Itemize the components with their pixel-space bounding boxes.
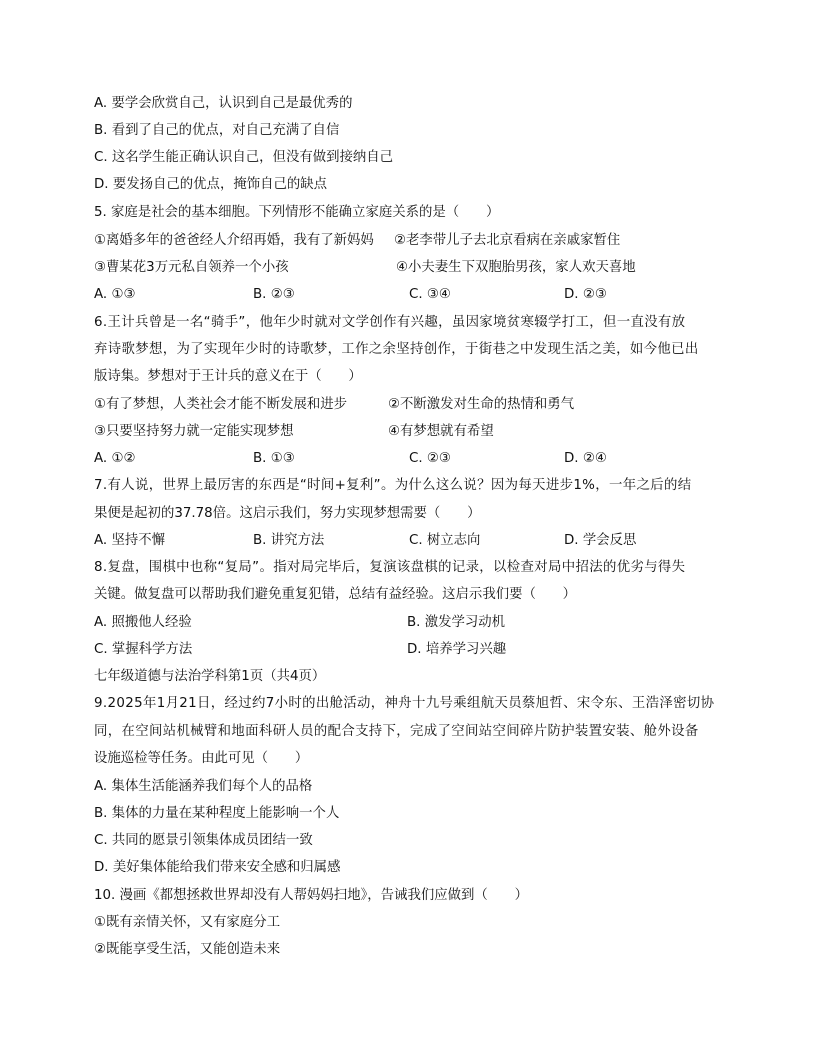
q5-option-a: A. ①③	[94, 287, 136, 302]
q5-option-b: B. ②③	[253, 287, 295, 302]
q4-option-a: A. 要学会欣赏自己，认识到自己是最优秀的	[94, 96, 353, 111]
q6-stem-line-1: 6.王计兵曾是一名“骑手”，他年少时就对文学创作有兴趣，虽因家境贫寒辍学打工，但一直没有放	[94, 315, 686, 330]
q9-stem-line-2: 同，在空间站机械臂和地面科研人员的配合支持下，完成了空间站空间碎片防护装置安装、舱外设备	[94, 724, 699, 739]
q9-option-c: C. 共同的愿景引领集体成员团结一致	[94, 833, 313, 848]
q5-stem: 5. 家庭是社会的基本细胞。下列情形不能确立家庭关系的是（ ）	[94, 205, 500, 220]
q5-item-2: ②老李带儿子去北京看病在亲戚家暂住	[394, 233, 621, 248]
q8-stem-line-2: 关键。做复盘可以帮助我们避免重复犯错，总结有益经验。这启示我们要（ ）	[94, 587, 577, 602]
q5-option-d: D. ②③	[564, 287, 607, 302]
q8-option-c: C. 掌握科学方法	[94, 642, 193, 657]
q7-option-a: A. 坚持不懈	[94, 533, 165, 548]
q4-option-c: C. 这名学生能正确认识自己，但没有做到接纳自己	[94, 150, 394, 165]
q6-options	[94, 449, 734, 468]
q6-option-d: D. ②④	[564, 451, 607, 466]
q7-stem-line-2: 果便是起初的37.78倍。这启示我们，努力实现梦想需要（ ）	[94, 506, 481, 521]
q5-items-row-2	[94, 258, 734, 277]
q9-stem-line-1: 9.2025年1月21日，经过约7小时的出舱活动，神舟十九号乘组航天员蔡旭哲、宋令东、王浩泽密切协	[94, 696, 715, 711]
q8-options-row-2	[94, 640, 734, 659]
q6-option-b: B. ①③	[253, 451, 295, 466]
q9-option-b: B. 集体的力量在某种程度上能影响一个人	[94, 806, 340, 821]
q8-option-d: D. 培养学习兴趣	[407, 642, 507, 657]
q7-option-c: C. 树立志向	[409, 533, 481, 548]
q6-stem-line-3: 版诗集。梦想对于王计兵的意义在于（ ）	[94, 369, 362, 384]
q5-item-1: ①离婚多年的爸爸经人介绍再婚，我有了新妈妈	[94, 233, 374, 248]
q7-options	[94, 531, 734, 550]
q6-stem-line-2: 弃诗歌梦想，为了实现年少时的诗歌梦，工作之余坚持创作，于街巷之中发现生活之美，如今他已出	[94, 342, 699, 357]
q4-option-b: B. 看到了自己的优点，对自己充满了自信	[94, 123, 340, 138]
q10-item-1: ①既有亲情关怀，又有家庭分工	[94, 915, 281, 930]
q6-items-row-1	[94, 395, 734, 414]
q6-option-c: C. ②③	[409, 451, 451, 466]
q5-items-row-1	[94, 231, 734, 250]
page-footer: 七年级道德与法治学科第1页（共4页）	[94, 669, 326, 684]
q6-item-1: ①有了梦想，人类社会才能不断发展和进步	[94, 397, 348, 412]
q10-item-2: ②既能享受生活，又能创造未来	[94, 942, 281, 957]
q8-stem-line-1: 8.复盘，围棋中也称“复局”。指对局完毕后，复演该盘棋的记录，以检查对局中招法的优劣与得失	[94, 560, 686, 575]
q6-item-3: ③只要坚持努力就一定能实现梦想	[94, 424, 294, 439]
q8-option-b: B. 激发学习动机	[407, 615, 506, 630]
q5-item-4: ④小夫妻生下双胞胎男孩，家人欢天喜地	[396, 260, 636, 275]
q7-option-d: D. 学会反思	[564, 533, 637, 548]
q9-stem-line-3: 设施巡检等任务。由此可见（ ）	[94, 751, 309, 766]
q8-options-row-1	[94, 613, 734, 632]
q4-option-d: D. 要发扬自己的优点，掩饰自己的缺点	[94, 177, 328, 192]
q5-item-3: ③曹某花3万元私自领养一个小孩	[94, 260, 289, 275]
q7-option-b: B. 讲究方法	[253, 533, 325, 548]
q6-item-4: ④有梦想就有希望	[388, 424, 494, 439]
q10-stem: 10. 漫画《都想拯救世界却没有人帮妈妈扫地》，告诫我们应做到（ ）	[94, 888, 528, 903]
q9-option-d: D. 美好集体能给我们带来安全感和归属感	[94, 860, 341, 875]
q6-option-a: A. ①②	[94, 451, 136, 466]
q8-option-a: A. 照搬他人经验	[94, 615, 192, 630]
q6-item-2: ②不断激发对生命的热情和勇气	[388, 397, 575, 412]
q6-items-row-2	[94, 422, 734, 441]
q7-stem-line-1: 7.有人说，世界上最厉害的东西是“时间+复利”。为什么这么说？因为每天进步1%，一年之后的结	[94, 478, 692, 493]
q5-options	[94, 285, 734, 304]
q9-option-a: A. 集体生活能涵养我们每个人的品格	[94, 779, 313, 794]
q5-option-c: C. ③④	[409, 287, 451, 302]
